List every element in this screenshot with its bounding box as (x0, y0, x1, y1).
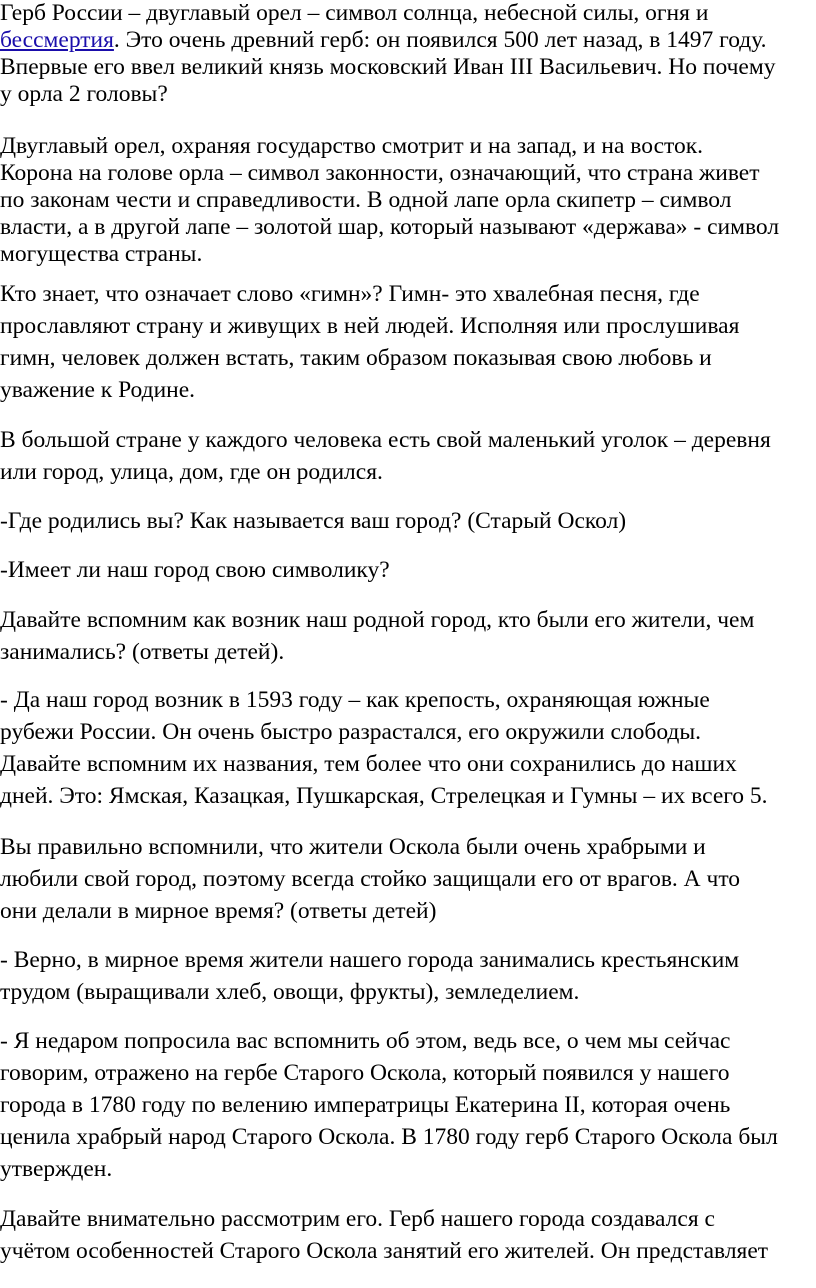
text-line: любили свой город, поэтому всегда стойко защищали его от врагов. А что (0, 866, 741, 892)
paragraph-russia-coat-of-arms (0, 0, 775, 108)
text-line: Давайте вспомним их названия, тем более что они сохранились до наших (0, 751, 737, 777)
paragraph-peaceful-labor (0, 944, 739, 1008)
text-line: - Я недаром попросила вас вспомнить об этом, ведь все, о чем мы сейчас (0, 1028, 731, 1054)
paragraph-examine-coat-of-arms (0, 1203, 768, 1267)
paragraph-small-homeland (0, 424, 771, 488)
text-line: ценила храбрый народ Старого Оскола. В 1780 году герб Старого Оскола был (0, 1124, 778, 1150)
text-line: В большой стране у каждого человека есть свой маленький уголок – деревня (0, 427, 771, 453)
text-line: у орла 2 головы? (0, 81, 168, 107)
text-line: трудом (выращивали хлеб, овощи, фрукты), земледелием. (0, 979, 580, 1005)
text-line: - Да наш город возник в 1593 году – как крепость, охраняющая южные (0, 687, 710, 713)
text-line: -Где родились вы? Как называется ваш город? (Старый Оскол) (0, 508, 627, 534)
text-line: учётом особенностей Старого Оскола занятий его жителей. Он представляет (0, 1238, 769, 1264)
text-line: Давайте вспомним как возник наш родной город, кто были его жители, чем (0, 607, 755, 633)
text-line: занимались? (ответы детей). (0, 639, 285, 665)
paragraph-anthem (0, 278, 739, 406)
text-line: они делали в мирное время? (ответы детей) (0, 898, 437, 924)
text-span: . Это очень древний герб: он появился 500 лет назад, в 1497 году. (113, 27, 767, 53)
text-line: рубежи России. Он очень быстро разрастался, его окружили слободы. (0, 719, 702, 745)
text-line: гимн, человек должен встать, таким образом показывая свою любовь и (0, 345, 712, 371)
paragraph-city-origin (0, 604, 754, 668)
text-line: или город, улица, дом, где он родился. (0, 459, 383, 485)
paragraph-city-coat-of-arms (0, 1025, 778, 1185)
text-line: уважение к Родине. (0, 377, 196, 403)
paragraph-double-headed-eagle (0, 133, 779, 268)
text-line: Кто знает, что означает слово «гимн»? Гимн- это хвалебная песня, где (0, 281, 700, 307)
paragraph-question-birthplace (0, 505, 626, 537)
text-line: власти, а в другой лапе – золотой шар, который называют «держава» - символ (0, 214, 780, 240)
paragraph-brave-residents (0, 831, 740, 927)
paragraph-question-symbols (0, 554, 390, 586)
text-line: могущества страны. (0, 241, 203, 267)
text-line: утвержден. (0, 1156, 113, 1182)
text-line: по законам чести и справедливости. В одной лапе орла скипетр – символ (0, 187, 732, 213)
text-line: Герб России – двуглавый орел – символ солнца, небесной силы, огня и (0, 0, 709, 26)
text-line: прославляют страну и живущих в ней людей. Исполняя или прослушивая (0, 313, 740, 339)
text-line: дней. Это: Ямская, Казацкая, Пушкарская, Стрелецкая и Гумны – их всего 5. (0, 783, 768, 809)
text-line (0, 27, 775, 54)
immortality-link[interactable]: бессмертия (0, 27, 114, 53)
paragraph-fortress-history (0, 684, 768, 812)
text-line: говорим, отражено на гербе Старого Оскола, который появился у нашего (0, 1060, 730, 1086)
text-line: Давайте внимательно рассмотрим его. Герб нашего города создавался с (0, 1206, 715, 1232)
text-line: -Имеет ли наш город свою символику? (0, 557, 390, 583)
text-line: Двуглавый орел, охраняя государство смотрит и на запад, и на восток. (0, 133, 704, 159)
text-line: - Верно, в мирное время жители нашего города занимались крестьянским (0, 947, 740, 973)
text-line: Корона на голове орла – символ законности, означающий, что страна живет (0, 160, 760, 186)
text-line: Вы правильно вспомнили, что жители Оскола были очень храбрыми и (0, 834, 706, 860)
text-line: Впервые его ввел великий князь московский Иван III Васильевич. Но почему (0, 54, 776, 80)
text-line: города в 1780 году по велению императрицы Екатерина II, которая очень (0, 1092, 731, 1118)
